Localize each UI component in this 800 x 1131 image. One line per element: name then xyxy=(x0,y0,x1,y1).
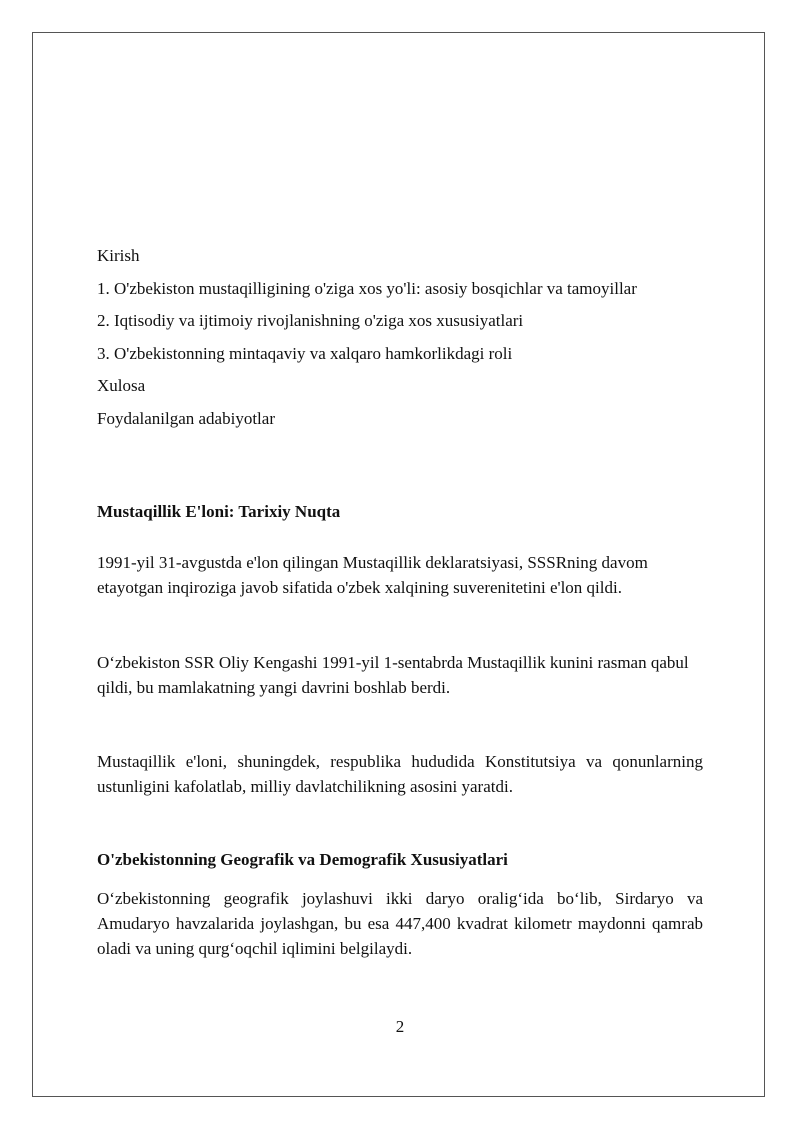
page-number: 2 xyxy=(395,1017,405,1036)
toc-item-chapter-1: 1. O'zbekiston mustaqilligining o'ziga xos yo'li: asosiy bosqichlar va tamoyillar xyxy=(97,278,637,298)
toc-item-references: Foydalanilgan adabiyotlar xyxy=(97,408,275,428)
paragraph-geography: O‘zbekistonning geografik joylashuvi ikki daryo oralig‘ida bo‘lib, Sirdaryo va Amudaryo havzalarida joylashgan, bu esa 447,400 kvadrat kilometr maydonni qamrab oladi va uning qurg‘oqchil iqlimini belgilaydi. xyxy=(97,889,703,958)
paragraph-supreme-council: O‘zbekiston SSR Oliy Kengashi 1991-yil 1-sentabrda Mustaqillik kunini rasman qabul qildi, bu mamlakatning yangi davrini boshlab berdi. xyxy=(97,653,689,697)
toc-item-conclusion: Xulosa xyxy=(97,376,146,395)
table-of-contents xyxy=(97,240,703,435)
paragraph-declaration: 1991-yil 31-avgustda e'lon qilingan Mustaqillik deklaratsiyasi, SSSRning davom etayotgan inqiroziga javob sifatida o'zbek xalqining suverenitetini e'lon qildi. xyxy=(97,553,648,597)
section-heading-independence: Mustaqillik E'loni: Tarixiy Nuqta xyxy=(97,502,341,521)
paragraph-constitution: Mustaqillik e'loni, shuningdek, respublika hududida Konstitutsiya va qonunlarning ustunligini kafolatlab, milliy davlatchilikning asosini yaratdi. xyxy=(97,752,703,796)
section-heading-geography: O'zbekistonning Geografik va Demografik Xususiyatlari xyxy=(97,850,508,869)
toc-item-chapter-2: 2. Iqtisodiy va ijtimoiy rivojlanishning o'ziga xos xususiyatlari xyxy=(97,311,524,330)
toc-item-chapter-3: 3. O'zbekistonning mintaqaviy va xalqaro hamkorlikdagi roli xyxy=(97,343,513,363)
toc-item-introduction: Kirish xyxy=(97,246,140,265)
